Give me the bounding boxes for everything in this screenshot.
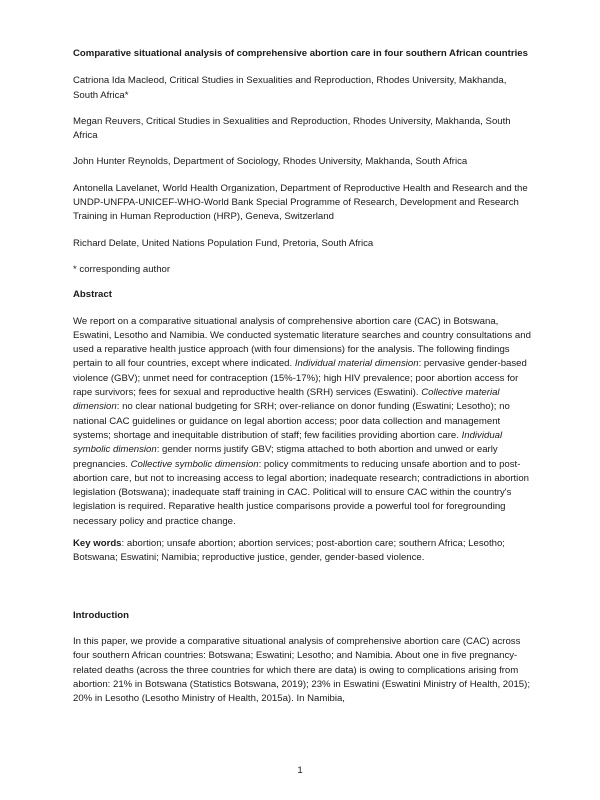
abstract-sentence-1: We report on a comparative situational analysis of comprehensive abortion care (CAC) in Botswana, Eswatini, Lesotho and Namibia. We conducted systematic literature searches and country consultations and used a reparative health justice approach (with four dimensions) for the analysis. The following findings pertain to all four countries, except where indicated. [73,315,531,370]
keywords-list: : abortion; unsafe abortion; abortion services; post-abortion care; southern Africa; Lesotho; Botswana; Eswatini; Namibia; reproductive justice, gender, gender-based violence. [73,538,505,564]
abstract-sentence-5: : policy commitments to reducing unsafe abortion and to post-abortion care, but not to increasing access to legal abortion; inadequate research; contradictions in abortion legislation (Botswana); inadequate staff training in CAC. Political will to ensure CAC within the country's legislation is required. Reparative health justice comparisons provide a powerful tool for foregrounding necessary policy and practice change. [73,458,529,527]
dimension-individual-material: Individual material dimension [294,358,419,370]
abstract-text [73,315,533,529]
introduction-text: In this paper, we provide a comparative situational analysis of comprehensive abortion care (CAC) across four southern African countries: Botswana; Eswatini; Lesotho; and Namibia. About one in five pregnancy-related deaths (across the three countries for which there are data) is owing to complications arising from abortion: 21% in Botswana (Statistics Botswana, 2019); 23% in Eswatini (Eswatini Ministry of Health, 2015); 20% in Lesotho (Lesotho Ministry of Health, 2015a). In Namibia, [73,635,530,705]
dimension-collective-material: Collective material dimension [73,387,500,413]
author-5: Richard Delate, United Nations Population Fund, Pretoria, South Africa [73,237,374,249]
author-1: Catriona Ida Macleod, Critical Studies in Sexualities and Reproduction, Rhodes University, Makhanda, South Africa* [73,75,507,101]
author-2: Megan Reuvers, Critical Studies in Sexualities and Reproduction, Rhodes University, Makhanda, South Africa [73,115,511,142]
author-3: John Hunter Reynolds, Department of Sociology, Rhodes University, Makhanda, South Africa [73,156,468,168]
abstract-sentence-2: : pervasive gender-based violence (GBV); unmet need for contraception (15%-17%); high HIV prevalence; poor abortion access for rape survivors; fees for sexual and reproductive health (SRH) services (Eswatini). [73,358,527,399]
abstract-heading: Abstract [73,289,112,301]
paper-page [73,47,533,706]
abstract-sentence-4: : gender norms justify GBV; stigma attached to both abortion and unwed or early pregnancies. [73,444,498,470]
introduction-heading: Introduction [73,609,129,621]
author-4: Antonella Lavelanet, World Health Organization, Department of Reproductive Health and Research and the UNDP-UNFPA-UNICEF-WHO-World Bank Special Programme of Research, Development and Research Training in Human Reproduction (HRP), Geneva, Switzerland [73,182,528,223]
abstract-sentence-3: : no clear national budgeting for SRH; over-reliance on donor funding (Eswatini; Lesotho); no national CAC guidelines or guidance on legal abortion access; poor data collection and management systems; shortage and inequitable distribution of staff; few facilities providing abortion care. [73,401,510,441]
dimension-collective-symbolic: Collective symbolic dimension [130,458,259,470]
paper-title: Comparative situational analysis of comprehensive abortion care in four southern African countries [73,48,528,59]
corresponding-author-note: * corresponding author [73,263,171,275]
page-number: 1 [297,765,303,776]
keywords [73,537,533,566]
dimension-individual-symbolic: Individual symbolic dimension [73,429,503,456]
keywords-label: Key words [73,538,122,550]
